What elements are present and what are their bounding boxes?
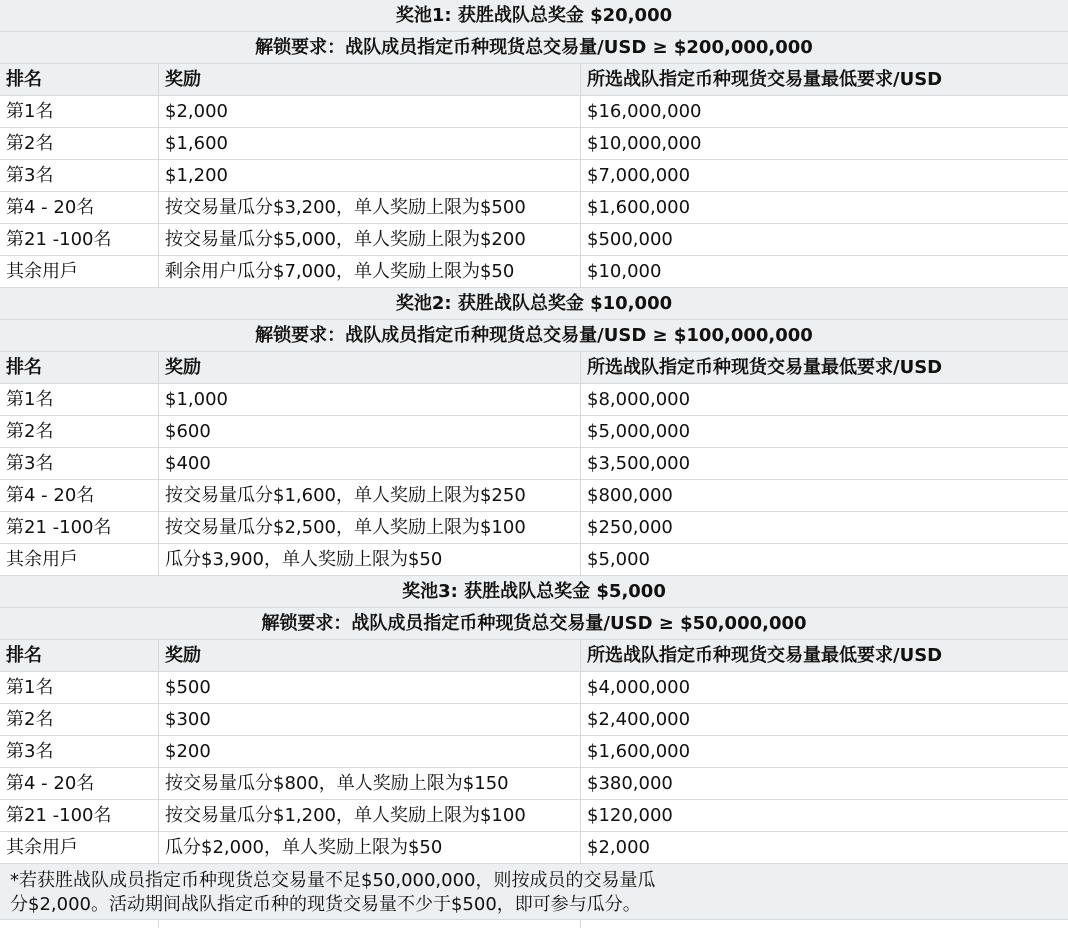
min-volume-cell: $250,000	[580, 512, 1068, 543]
table-row[interactable]	[0, 256, 1068, 288]
rank-cell: 第21 -100名	[6, 805, 112, 826]
rank-cell: 第4 - 20名	[6, 773, 95, 794]
reward-cell: $500	[158, 672, 580, 703]
header-reward: 奖励	[158, 640, 580, 671]
pool-unlock-row[interactable]	[0, 608, 1068, 640]
table-row[interactable]	[0, 704, 1068, 736]
table-row[interactable]	[0, 448, 1068, 480]
reward-cell: 按交易量瓜分$1,600，单人奖励上限为$250	[158, 480, 580, 511]
footnote-line-2: 分$2,000。活动期间战队指定币种的现货交易量不少于$500，即可参与瓜分。	[10, 894, 641, 915]
pool-unlock-requirement: 解锁要求：战队成员指定币种现货总交易量/USD ≥ $200,000,000	[255, 37, 813, 58]
reward-cell: 按交易量瓜分$3,200，单人奖励上限为$500	[158, 192, 580, 223]
pool-title-row[interactable]	[0, 288, 1068, 320]
reward-cell: 按交易量瓜分$2,500，单人奖励上限为$100	[158, 512, 580, 543]
grid-line	[580, 920, 581, 928]
table-row[interactable]	[0, 800, 1068, 832]
reward-cell: 瓜分$3,900，单人奖励上限为$50	[158, 544, 580, 575]
reward-cell: $300	[158, 704, 580, 735]
header-min-volume: 所选战队指定币种现货交易量最低要求/USD	[580, 352, 1068, 383]
table-row[interactable]	[0, 160, 1068, 192]
min-volume-cell: $500,000	[580, 224, 1068, 255]
min-volume-cell: $1,600,000	[580, 192, 1068, 223]
table-header-row[interactable]	[0, 352, 1068, 384]
min-volume-cell: $5,000	[580, 544, 1068, 575]
min-volume-cell: $4,000,000	[580, 672, 1068, 703]
header-rank: 排名	[6, 357, 42, 378]
footnote-row[interactable]	[0, 864, 1068, 920]
table-row[interactable]	[0, 544, 1068, 576]
header-reward: 奖励	[158, 352, 580, 383]
reward-cell: $600	[158, 416, 580, 447]
table-row[interactable]	[0, 736, 1068, 768]
pool-title: 奖池3: 获胜战队总奖金 $5,000	[402, 581, 666, 602]
rank-cell: 第4 - 20名	[6, 197, 95, 218]
rank-cell: 第21 -100名	[6, 517, 112, 538]
reward-cell: $200	[158, 736, 580, 767]
header-reward: 奖励	[158, 64, 580, 95]
rank-cell: 第3名	[6, 453, 54, 474]
reward-cell: 剩余用户瓜分$7,000，单人奖励上限为$50	[158, 256, 580, 287]
pool-unlock-requirement: 解锁要求：战队成员指定币种现货总交易量/USD ≥ $100,000,000	[255, 325, 813, 346]
table-row[interactable]	[0, 224, 1068, 256]
footnote-line-1: *若获胜战队成员指定币种现货总交易量不足$50,000,000，则按成员的交易量瓜	[10, 870, 656, 891]
min-volume-cell: $8,000,000	[580, 384, 1068, 415]
pool-title: 奖池1: 获胜战队总奖金 $20,000	[395, 5, 673, 26]
pool-title-row[interactable]	[0, 576, 1068, 608]
min-volume-cell: $7,000,000	[580, 160, 1068, 191]
min-volume-cell: $3,500,000	[580, 448, 1068, 479]
header-min-volume: 所选战队指定币种现货交易量最低要求/USD	[580, 64, 1068, 95]
header-rank: 排名	[6, 69, 42, 90]
rank-cell: 其余用戶	[6, 261, 78, 282]
table-row[interactable]	[0, 480, 1068, 512]
table-row[interactable]	[0, 128, 1068, 160]
header-min-volume: 所选战队指定币种现货交易量最低要求/USD	[580, 640, 1068, 671]
rank-cell: 第1名	[6, 389, 54, 410]
min-volume-cell: $5,000,000	[580, 416, 1068, 447]
grid-line	[158, 920, 159, 928]
reward-cell: $2,000	[158, 96, 580, 127]
table-row[interactable]	[0, 192, 1068, 224]
table-row[interactable]	[0, 384, 1068, 416]
reward-cell: $1,600	[158, 128, 580, 159]
min-volume-cell: $2,400,000	[580, 704, 1068, 735]
reward-cell: $1,000	[158, 384, 580, 415]
rank-cell: 其余用戶	[6, 837, 78, 858]
min-volume-cell: $1,600,000	[580, 736, 1068, 767]
rank-cell: 第21 -100名	[6, 229, 112, 250]
table-row[interactable]	[0, 672, 1068, 704]
table-row[interactable]	[0, 768, 1068, 800]
reward-cell: $400	[158, 448, 580, 479]
reward-cell: 瓜分$2,000，单人奖励上限为$50	[158, 832, 580, 863]
rank-cell: 第4 - 20名	[6, 485, 95, 506]
pool-unlock-row[interactable]	[0, 320, 1068, 352]
pool-unlock-row[interactable]	[0, 32, 1068, 64]
table-row[interactable]	[0, 512, 1068, 544]
min-volume-cell: $10,000,000	[580, 128, 1068, 159]
min-volume-cell: $800,000	[580, 480, 1068, 511]
rank-cell: 其余用戶	[6, 549, 78, 570]
table-row[interactable]	[0, 832, 1068, 864]
header-rank: 排名	[6, 645, 42, 666]
reward-cell: 按交易量瓜分$5,000，单人奖励上限为$200	[158, 224, 580, 255]
pool-title: 奖池2: 获胜战队总奖金 $10,000	[395, 293, 673, 314]
rank-cell: 第3名	[6, 741, 54, 762]
rank-cell: 第1名	[6, 677, 54, 698]
table-row[interactable]	[0, 416, 1068, 448]
table-header-row[interactable]	[0, 640, 1068, 672]
grid-tail	[0, 920, 1068, 928]
footnote	[0, 869, 720, 917]
reward-cell: 按交易量瓜分$1,200，单人奖励上限为$100	[158, 800, 580, 831]
min-volume-cell: $10,000	[580, 256, 1068, 287]
pool-unlock-requirement: 解锁要求：战队成员指定币种现货总交易量/USD ≥ $50,000,000	[261, 613, 807, 634]
min-volume-cell: $380,000	[580, 768, 1068, 799]
rank-cell: 第2名	[6, 133, 54, 154]
min-volume-cell: $120,000	[580, 800, 1068, 831]
table-row[interactable]	[0, 96, 1068, 128]
reward-cell: $1,200	[158, 160, 580, 191]
pool-title-row[interactable]	[0, 0, 1068, 32]
table-header-row[interactable]	[0, 64, 1068, 96]
min-volume-cell: $16,000,000	[580, 96, 1068, 127]
rank-cell: 第2名	[6, 709, 54, 730]
rank-cell: 第2名	[6, 421, 54, 442]
rank-cell: 第3名	[6, 165, 54, 186]
reward-cell: 按交易量瓜分$800，单人奖励上限为$150	[158, 768, 580, 799]
rank-cell: 第1名	[6, 101, 54, 122]
min-volume-cell: $2,000	[580, 832, 1068, 863]
